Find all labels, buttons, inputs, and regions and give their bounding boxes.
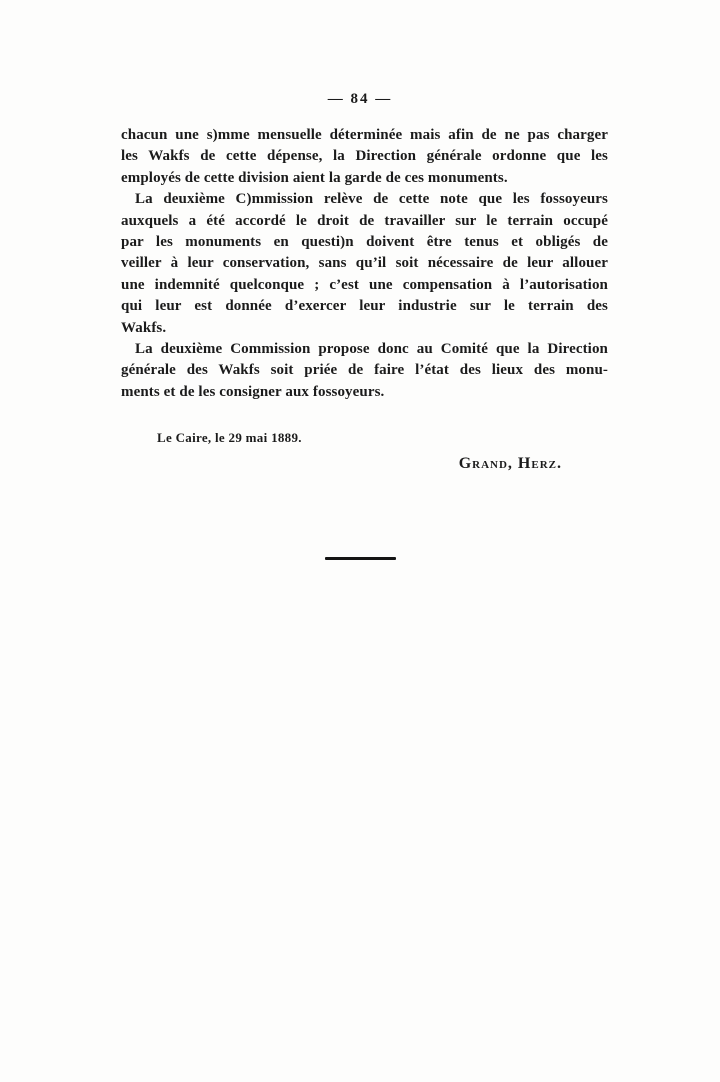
text-line: une indemnité quelconque ; c’est une compensation à l’autorisation	[121, 276, 608, 293]
section-divider-rule	[325, 557, 396, 560]
paragraph	[121, 189, 608, 339]
text-line: chacun une s)mme mensuelle déterminée mais afin de ne pas charger	[121, 127, 608, 143]
paragraph	[121, 125, 608, 189]
text-line: ments et de les consigner aux fossoyeurs.	[121, 383, 385, 400]
text-line: Wakfs.	[121, 319, 167, 336]
dateline: Le Caire, le 29 mai 1889.	[157, 430, 302, 445]
text-line: La deuxième C)mmission relève de cette note que les fossoyeurs	[135, 191, 608, 208]
signature: Grand, Herz.	[458, 455, 562, 472]
paragraph	[121, 339, 608, 403]
page-number: — 84 —	[327, 91, 393, 107]
text-line: auxquels a été accordé le droit de travailler sur le terrain occupé	[121, 212, 608, 229]
document-body	[121, 125, 608, 403]
text-line: les Wakfs de cette dépense, la Direction générale ordonne que les	[121, 148, 608, 165]
text-line: qui leur est donnée d’exercer leur industrie sur le terrain des	[121, 298, 608, 315]
text-line: La deuxième Commission propose donc au Comité que la Direction	[135, 340, 608, 357]
text-line: veiller à leur conservation, sans qu’il soit nécessaire de leur allouer	[121, 255, 608, 272]
text-line: générale des Wakfs soit priée de faire l’état des lieux des monu-	[121, 362, 608, 379]
text-line: employés de cette division aient la garde de ces monuments.	[121, 169, 508, 186]
text-line: par les monuments en questi)n doivent être tenus et obligés de	[121, 233, 608, 250]
